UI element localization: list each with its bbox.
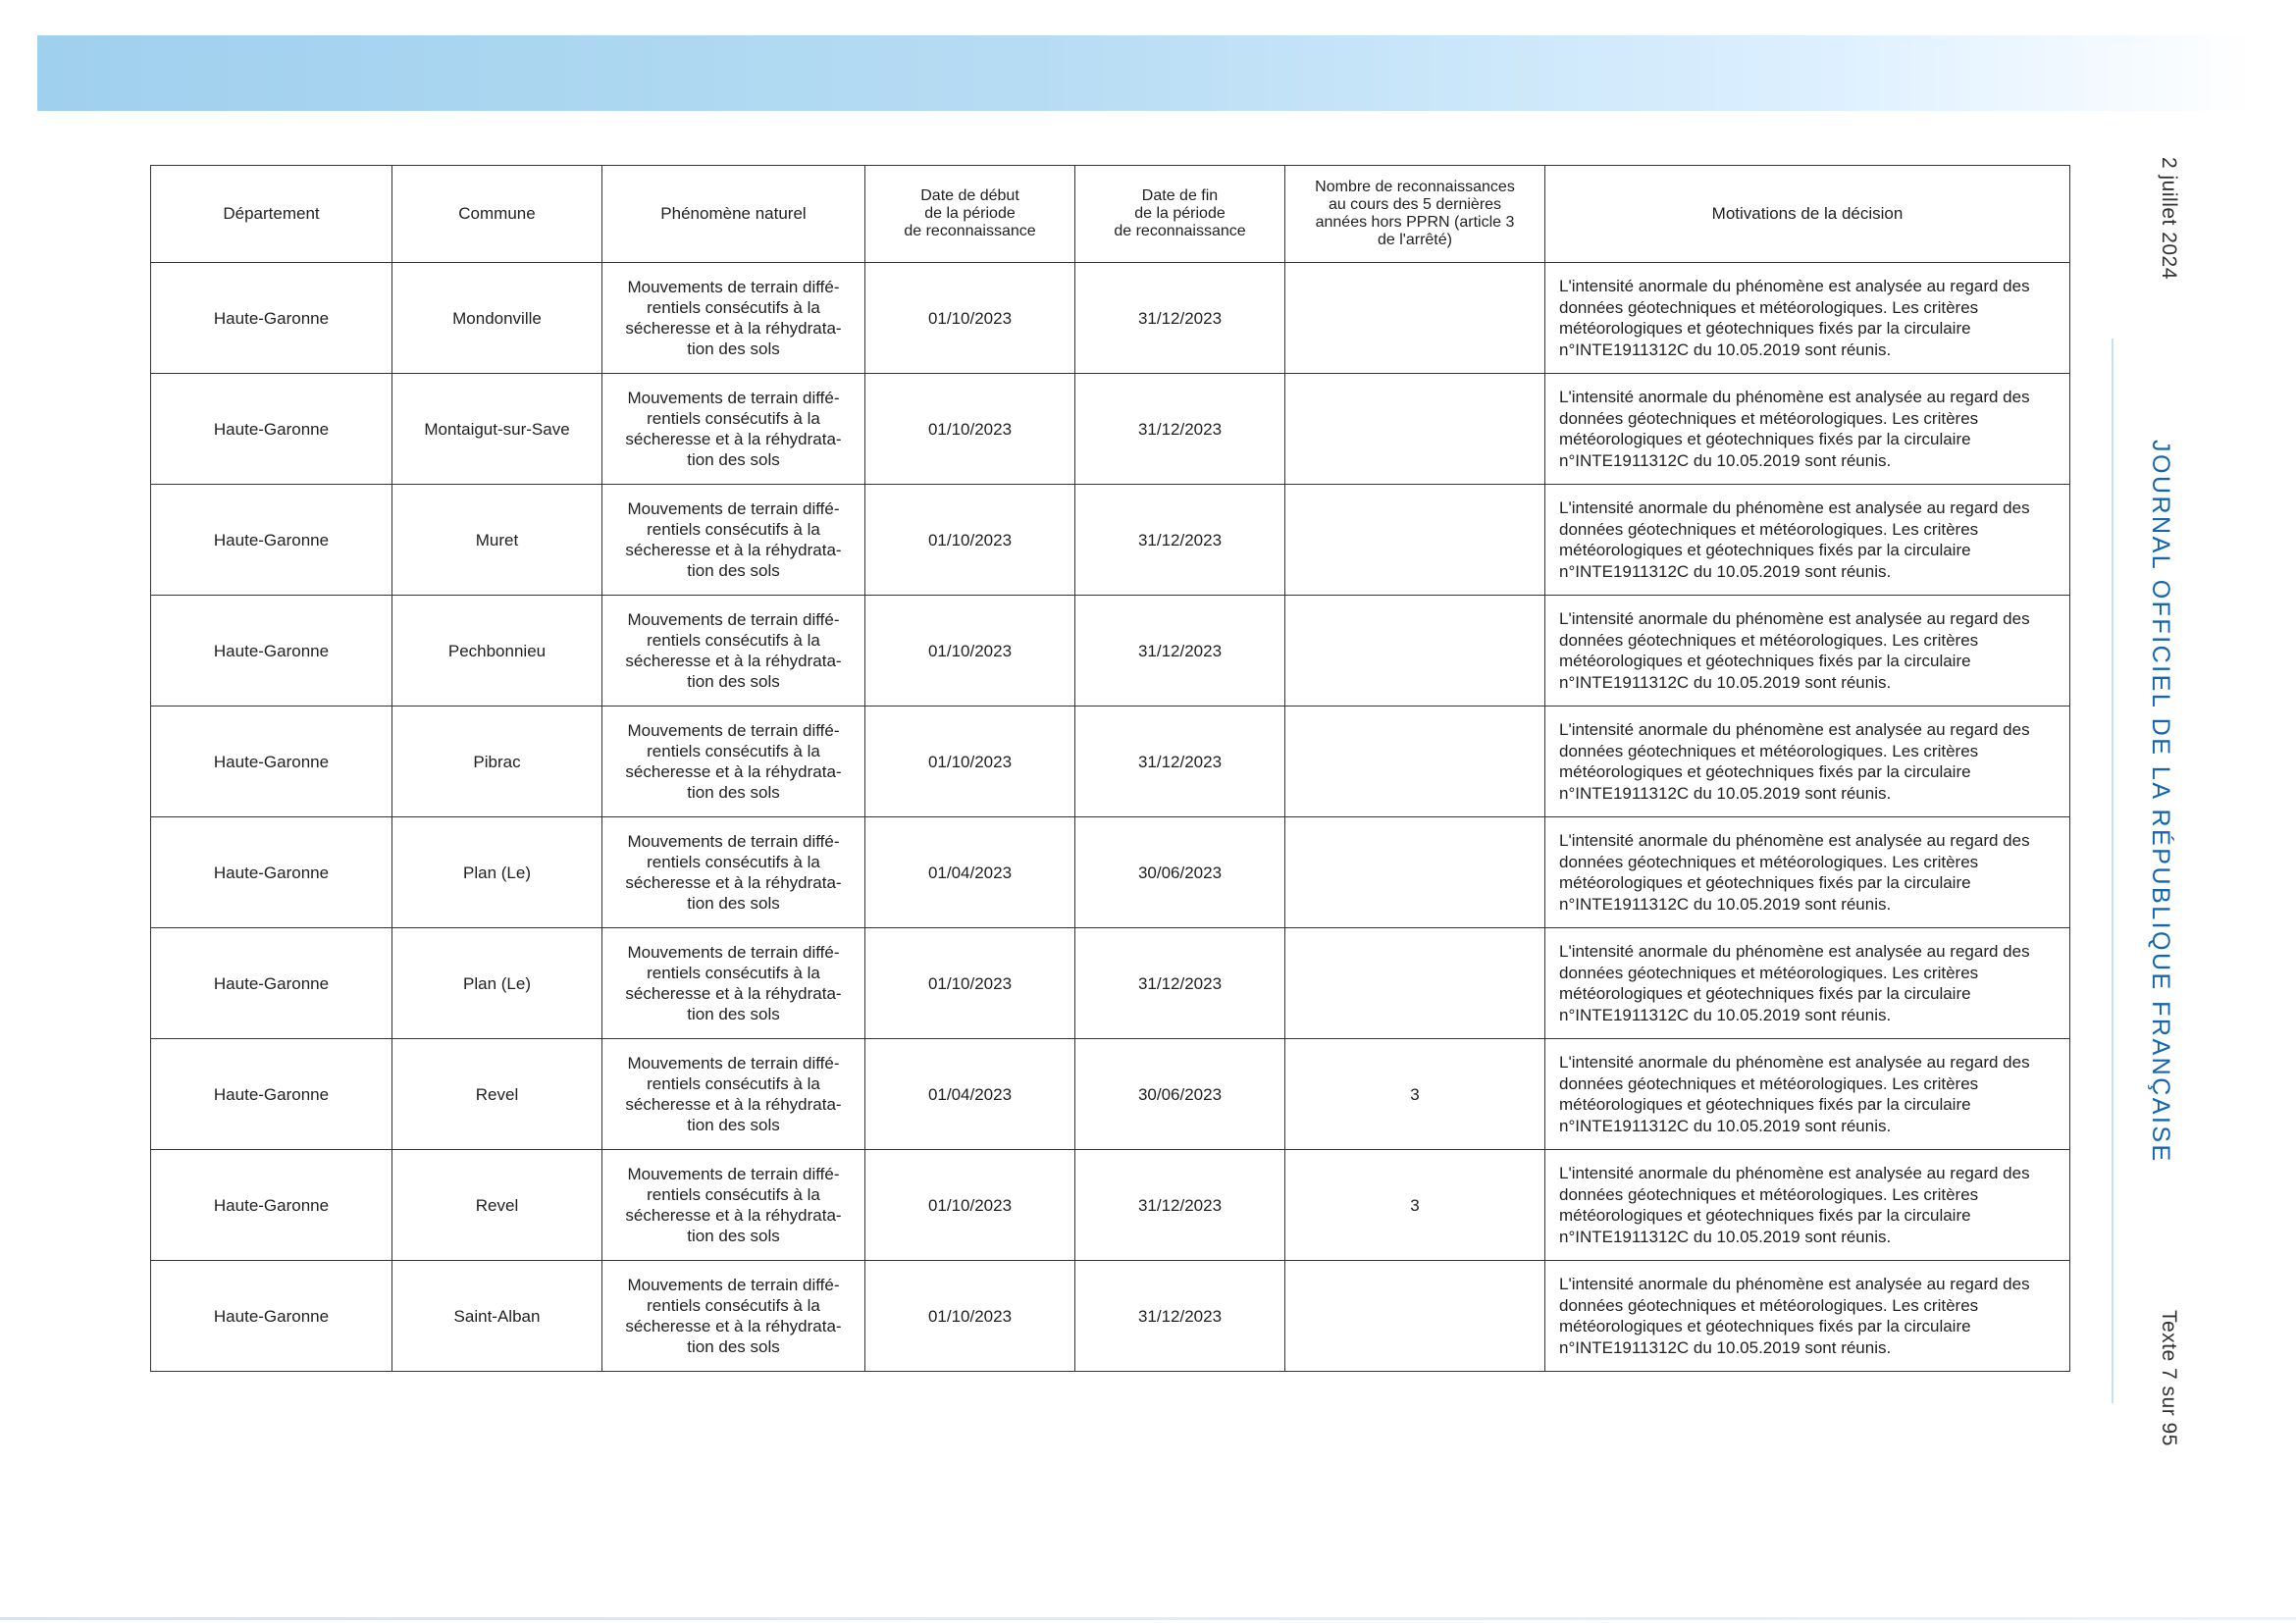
header-departement: Département: [151, 166, 392, 263]
phenomene-line: sécheresse et à la réhydrata-: [625, 762, 842, 781]
cell-departement: Haute-Garonne: [151, 707, 392, 817]
cell-motivations: [1545, 928, 2070, 1039]
cell-commune: Montaigut-sur-Save: [392, 374, 602, 485]
cell-date-debut: 01/10/2023: [865, 263, 1075, 374]
phenomene-line: tion des sols: [687, 672, 780, 691]
motivation-line: données géotechniques et météorologiques. Les critères: [1559, 630, 1979, 650]
cell-commune: Pibrac: [392, 707, 602, 817]
cell-departement: Haute-Garonne: [151, 485, 392, 596]
motivation-line: données géotechniques et météorologiques. Les critères: [1559, 1073, 1979, 1093]
motivation-line: L'intensité anormale du phénomène est analysée au regard des: [1559, 1053, 2030, 1072]
phenomene-line: sécheresse et à la réhydrata-: [625, 319, 842, 338]
header-line: Date de fin: [1141, 187, 1219, 204]
motivation-line: n°INTE1911312C du 10.05.2019 sont réunis.: [1559, 340, 1892, 359]
motivation-line: données géotechniques et météorologiques. Les critères: [1559, 408, 1979, 428]
cell-motivations: [1545, 707, 2070, 817]
motivation-line: n°INTE1911312C du 10.05.2019 sont réunis.: [1559, 561, 1892, 581]
motivation-line: n°INTE1911312C du 10.05.2019 sont réunis.: [1559, 672, 1892, 692]
motivation-line: données géotechniques et météorologiques. Les critères: [1559, 741, 1979, 760]
phenomene-line: rentiels consécutifs à la: [647, 853, 820, 871]
cell-phenomene: [602, 374, 865, 485]
publication-date: 2 juillet 2024: [2158, 157, 2180, 280]
cell-date-debut: 01/10/2023: [865, 1261, 1075, 1372]
table-row: [151, 485, 2070, 596]
motivation-line: météorologiques et géotechniques fixés par la circulaire: [1559, 1206, 1971, 1225]
motivation-line: météorologiques et géotechniques fixés par la circulaire: [1559, 1317, 1971, 1335]
phenomene-line: tion des sols: [687, 1337, 780, 1356]
cell-nombre: [1285, 817, 1545, 928]
motivation-line: L'intensité anormale du phénomène est analysée au regard des: [1559, 1164, 2030, 1182]
cell-departement: Haute-Garonne: [151, 596, 392, 707]
cell-nombre: 3: [1285, 1150, 1545, 1261]
phenomene-line: rentiels consécutifs à la: [647, 1074, 820, 1093]
phenomene-line: sécheresse et à la réhydrata-: [625, 1095, 842, 1114]
cell-date-fin: 31/12/2023: [1075, 263, 1285, 374]
header-line: Date de début: [920, 187, 1019, 204]
motivation-line: n°INTE1911312C du 10.05.2019 sont réunis.: [1559, 450, 1892, 470]
header-line: au cours des 5 dernières: [1328, 196, 1502, 213]
phenomene-line: sécheresse et à la réhydrata-: [625, 1317, 842, 1335]
phenomene-line: rentiels consécutifs à la: [647, 409, 820, 428]
phenomene-line: sécheresse et à la réhydrata-: [625, 984, 842, 1003]
table-row: [151, 1150, 2070, 1261]
motivation-line: météorologiques et géotechniques fixés par la circulaire: [1559, 762, 1971, 781]
cell-date-fin: 31/12/2023: [1075, 596, 1285, 707]
cell-date-debut: 01/10/2023: [865, 928, 1075, 1039]
table-row: [151, 707, 2070, 817]
header-line: Nombre de reconnaissances: [1315, 179, 1515, 195]
cell-nombre: 3: [1285, 1039, 1545, 1150]
cell-date-debut: 01/10/2023: [865, 374, 1075, 485]
cell-motivations: [1545, 1261, 2070, 1372]
phenomene-line: sécheresse et à la réhydrata-: [625, 1206, 842, 1225]
cell-date-debut: 01/04/2023: [865, 817, 1075, 928]
cell-motivations: [1545, 263, 2070, 374]
table-row: [151, 817, 2070, 928]
phenomene-line: rentiels consécutifs à la: [647, 631, 820, 650]
cell-nombre: [1285, 485, 1545, 596]
phenomene-line: Mouvements de terrain diffé-: [627, 278, 840, 296]
cell-date-debut: 01/04/2023: [865, 1039, 1075, 1150]
phenomene-line: Mouvements de terrain diffé-: [627, 1276, 840, 1294]
phenomene-line: tion des sols: [687, 561, 780, 580]
cell-date-fin: 31/12/2023: [1075, 374, 1285, 485]
motivation-line: météorologiques et géotechniques fixés par la circulaire: [1559, 430, 1971, 448]
cell-phenomene: [602, 596, 865, 707]
motivation-line: L'intensité anormale du phénomène est analysée au regard des: [1559, 720, 2030, 739]
phenomene-line: sécheresse et à la réhydrata-: [625, 873, 842, 892]
phenomene-line: tion des sols: [687, 1116, 780, 1134]
header-band: [37, 35, 2255, 111]
cell-date-fin: 30/06/2023: [1075, 1039, 1285, 1150]
phenomene-line: rentiels consécutifs à la: [647, 742, 820, 760]
journal-title: JOURNAL OFFICIEL DE LA RÉPUBLIQUE FRANÇAISE: [2147, 440, 2174, 1164]
cell-nombre: [1285, 928, 1545, 1039]
margin-rule: [2112, 339, 2113, 1403]
header-phenomene: Phénomène naturel: [602, 166, 865, 263]
table-body: [151, 263, 2070, 1372]
motivation-line: L'intensité anormale du phénomène est analysée au regard des: [1559, 1275, 2030, 1293]
cell-departement: Haute-Garonne: [151, 1261, 392, 1372]
cell-phenomene: [602, 707, 865, 817]
cell-commune: Pechbonnieu: [392, 596, 602, 707]
table-row: [151, 596, 2070, 707]
table-row: [151, 263, 2070, 374]
cell-commune: Revel: [392, 1150, 602, 1261]
cell-phenomene: [602, 817, 865, 928]
phenomene-line: rentiels consécutifs à la: [647, 1296, 820, 1315]
motivation-line: L'intensité anormale du phénomène est analysée au regard des: [1559, 942, 2030, 961]
motivation-line: données géotechniques et météorologiques. Les critères: [1559, 852, 1979, 871]
cell-commune: Saint-Alban: [392, 1261, 602, 1372]
cell-date-fin: 31/12/2023: [1075, 928, 1285, 1039]
header-date-debut: [865, 166, 1075, 263]
header-nombre: [1285, 166, 1545, 263]
phenomene-line: rentiels consécutifs à la: [647, 298, 820, 317]
header-line: de la période: [924, 205, 1016, 222]
phenomene-line: tion des sols: [687, 1005, 780, 1023]
cell-motivations: [1545, 1150, 2070, 1261]
phenomene-line: tion des sols: [687, 450, 780, 469]
cell-motivations: [1545, 374, 2070, 485]
cell-nombre: [1285, 263, 1545, 374]
motivation-line: L'intensité anormale du phénomène est analysée au regard des: [1559, 277, 2030, 295]
motivation-line: n°INTE1911312C du 10.05.2019 sont réunis.: [1559, 1116, 1892, 1135]
cell-phenomene: [602, 1039, 865, 1150]
cell-commune: Mondonville: [392, 263, 602, 374]
phenomene-line: rentiels consécutifs à la: [647, 1185, 820, 1204]
motivation-line: L'intensité anormale du phénomène est analysée au regard des: [1559, 831, 2030, 850]
cell-departement: Haute-Garonne: [151, 374, 392, 485]
motivation-line: n°INTE1911312C du 10.05.2019 sont réunis.: [1559, 783, 1892, 803]
phenomene-line: Mouvements de terrain diffé-: [627, 1054, 840, 1073]
header-date-fin: [1075, 166, 1285, 263]
motivation-line: météorologiques et géotechniques fixés par la circulaire: [1559, 984, 1971, 1003]
motivation-line: données géotechniques et météorologiques. Les critères: [1559, 1295, 1979, 1315]
motivation-line: n°INTE1911312C du 10.05.2019 sont réunis.: [1559, 1337, 1892, 1357]
cell-departement: Haute-Garonne: [151, 817, 392, 928]
cell-date-fin: 31/12/2023: [1075, 485, 1285, 596]
phenomene-line: sécheresse et à la réhydrata-: [625, 430, 842, 448]
phenomene-line: sécheresse et à la réhydrata-: [625, 652, 842, 670]
header-motivations: Motivations de la décision: [1545, 166, 2070, 263]
cell-phenomene: [602, 485, 865, 596]
cell-commune: Plan (Le): [392, 928, 602, 1039]
header-line: de reconnaissance: [1114, 223, 1246, 239]
cell-date-debut: 01/10/2023: [865, 707, 1075, 817]
phenomene-line: Mouvements de terrain diffé-: [627, 943, 840, 962]
table-row: [151, 928, 2070, 1039]
cell-date-debut: 01/10/2023: [865, 1150, 1075, 1261]
phenomene-line: tion des sols: [687, 340, 780, 358]
motivation-line: météorologiques et géotechniques fixés par la circulaire: [1559, 1095, 1971, 1114]
motivation-line: données géotechniques et météorologiques. Les critères: [1559, 1184, 1979, 1204]
table-row: [151, 374, 2070, 485]
cell-phenomene: [602, 1150, 865, 1261]
cell-phenomene: [602, 928, 865, 1039]
phenomene-line: tion des sols: [687, 783, 780, 802]
cell-nombre: [1285, 707, 1545, 817]
header-commune: Commune: [392, 166, 602, 263]
cell-departement: Haute-Garonne: [151, 263, 392, 374]
motivation-line: L'intensité anormale du phénomène est analysée au regard des: [1559, 388, 2030, 406]
motivation-line: n°INTE1911312C du 10.05.2019 sont réunis.: [1559, 1227, 1892, 1246]
phenomene-line: sécheresse et à la réhydrata-: [625, 541, 842, 559]
cell-commune: Revel: [392, 1039, 602, 1150]
cell-departement: Haute-Garonne: [151, 928, 392, 1039]
motivation-line: données géotechniques et météorologiques. Les critères: [1559, 297, 1979, 317]
cell-nombre: [1285, 1261, 1545, 1372]
header-line: années hors PPRN (article 3: [1315, 214, 1515, 231]
cell-motivations: [1545, 596, 2070, 707]
motivation-line: L'intensité anormale du phénomène est analysée au regard des: [1559, 498, 2030, 517]
phenomene-line: Mouvements de terrain diffé-: [627, 721, 840, 740]
header-line: de l'arrêté): [1378, 232, 1452, 248]
cell-motivations: [1545, 817, 2070, 928]
cell-date-fin: 31/12/2023: [1075, 1150, 1285, 1261]
cell-phenomene: [602, 263, 865, 374]
phenomene-line: Mouvements de terrain diffé-: [627, 610, 840, 629]
phenomene-line: rentiels consécutifs à la: [647, 964, 820, 982]
motivation-line: météorologiques et géotechniques fixés par la circulaire: [1559, 652, 1971, 670]
cell-nombre: [1285, 374, 1545, 485]
phenomene-line: rentiels consécutifs à la: [647, 520, 820, 539]
phenomene-line: tion des sols: [687, 894, 780, 913]
motivation-line: météorologiques et géotechniques fixés par la circulaire: [1559, 873, 1971, 892]
cell-date-debut: 01/10/2023: [865, 596, 1075, 707]
cell-departement: Haute-Garonne: [151, 1039, 392, 1150]
cell-date-fin: 31/12/2023: [1075, 1261, 1285, 1372]
bottom-rule: [0, 1617, 2296, 1620]
motivation-line: L'intensité anormale du phénomène est analysée au regard des: [1559, 609, 2030, 628]
header-line: de la période: [1134, 205, 1226, 222]
cell-commune: Muret: [392, 485, 602, 596]
table-row: [151, 1039, 2070, 1150]
motivation-line: n°INTE1911312C du 10.05.2019 sont réunis.: [1559, 1005, 1892, 1024]
phenomene-line: tion des sols: [687, 1227, 780, 1245]
cell-departement: Haute-Garonne: [151, 1150, 392, 1261]
phenomene-line: Mouvements de terrain diffé-: [627, 832, 840, 851]
motivation-line: n°INTE1911312C du 10.05.2019 sont réunis.: [1559, 894, 1892, 914]
phenomene-line: Mouvements de terrain diffé-: [627, 499, 840, 518]
motivation-line: météorologiques et géotechniques fixés par la circulaire: [1559, 319, 1971, 338]
cell-motivations: [1545, 485, 2070, 596]
text-number: Texte 7 sur 95: [2158, 1310, 2180, 1446]
header-row: [151, 166, 2070, 263]
motivation-line: météorologiques et géotechniques fixés par la circulaire: [1559, 541, 1971, 559]
cell-commune: Plan (Le): [392, 817, 602, 928]
phenomene-line: Mouvements de terrain diffé-: [627, 389, 840, 407]
cell-nombre: [1285, 596, 1545, 707]
cell-date-debut: 01/10/2023: [865, 485, 1075, 596]
motivation-line: données géotechniques et météorologiques. Les critères: [1559, 519, 1979, 539]
phenomene-line: Mouvements de terrain diffé-: [627, 1165, 840, 1183]
decree-table: [150, 165, 2070, 1372]
table-row: [151, 1261, 2070, 1372]
cell-phenomene: [602, 1261, 865, 1372]
motivation-line: données géotechniques et météorologiques. Les critères: [1559, 963, 1979, 982]
cell-date-fin: 31/12/2023: [1075, 707, 1285, 817]
cell-date-fin: 30/06/2023: [1075, 817, 1285, 928]
cell-motivations: [1545, 1039, 2070, 1150]
header-line: de reconnaissance: [904, 223, 1036, 239]
